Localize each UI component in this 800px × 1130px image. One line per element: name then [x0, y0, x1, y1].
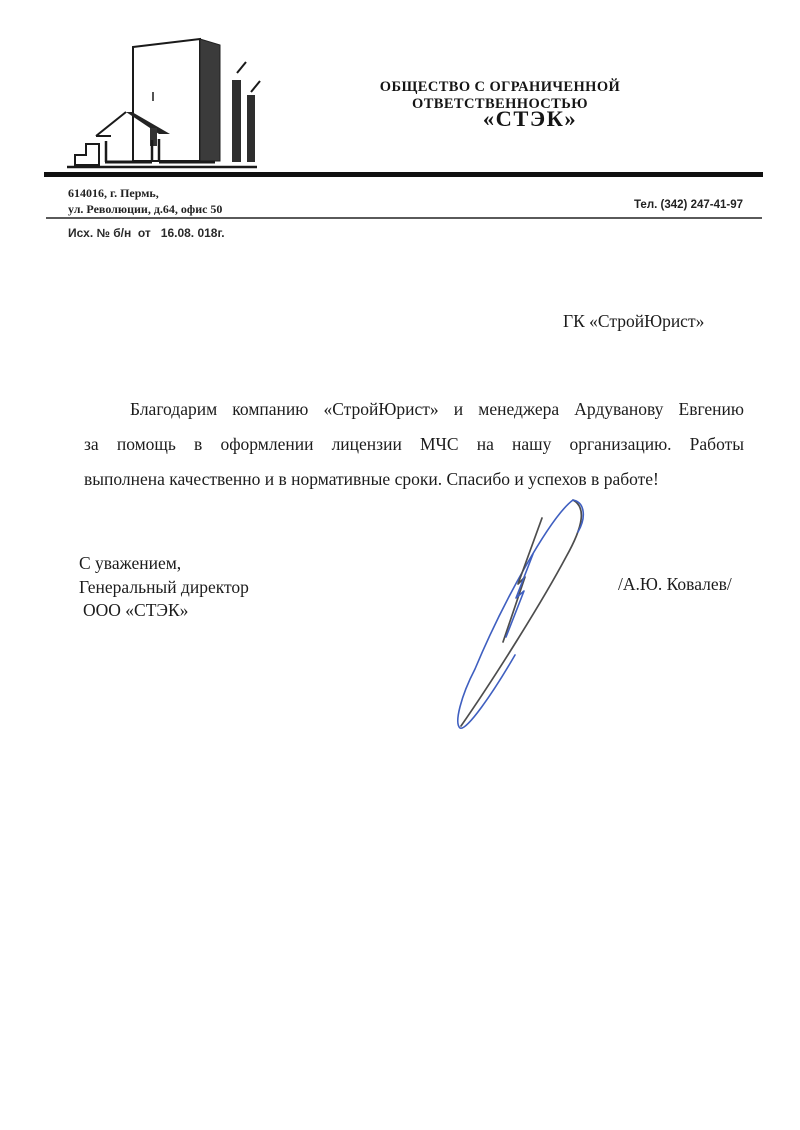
company-phone: Тел. (342) 247-41-97 — [633, 199, 743, 211]
closing-company: ООО «СТЭК» — [83, 600, 189, 620]
org-type-heading: ОБЩЕСТВО С ОГРАНИЧЕННОЙ ОТВЕТСТВЕННОСТЬЮ — [379, 79, 621, 112]
letter-body — [84, 392, 744, 497]
building-logo-icon — [55, 24, 267, 174]
body-line-2: за помощь в оформлении лицензии МЧС на нашу организацию. Работы — [84, 434, 744, 454]
handwritten-signature — [445, 492, 605, 737]
body-line-3: выполнена качественно и в нормативные сроки. Спасибо и успехов в работе! — [84, 469, 659, 489]
outgoing-ref-line: Исх. № б/н от 16.08. 018г. — [68, 226, 225, 240]
company-address — [68, 185, 222, 217]
signer-name: /А.Ю. Ковалев/ — [618, 574, 732, 594]
closing-block — [79, 552, 249, 623]
closing-salutation: С уважением, — [79, 553, 182, 573]
header-divider-thick — [44, 172, 763, 177]
recipient-line: ГК «СтройЮрист» — [563, 311, 705, 331]
address-line-2: ул. Революции, д.64, офис 50 — [68, 202, 223, 216]
address-line-1: 614016, г. Пермь, — [68, 186, 159, 200]
body-line-1: Благодарим компанию «СтройЮрист» и менеджера Ардуванову Евгению — [130, 399, 744, 419]
closing-title: Генеральный директор — [79, 576, 249, 597]
header-divider-thin — [46, 217, 762, 219]
org-name-heading: «СТЭК» — [482, 106, 578, 131]
